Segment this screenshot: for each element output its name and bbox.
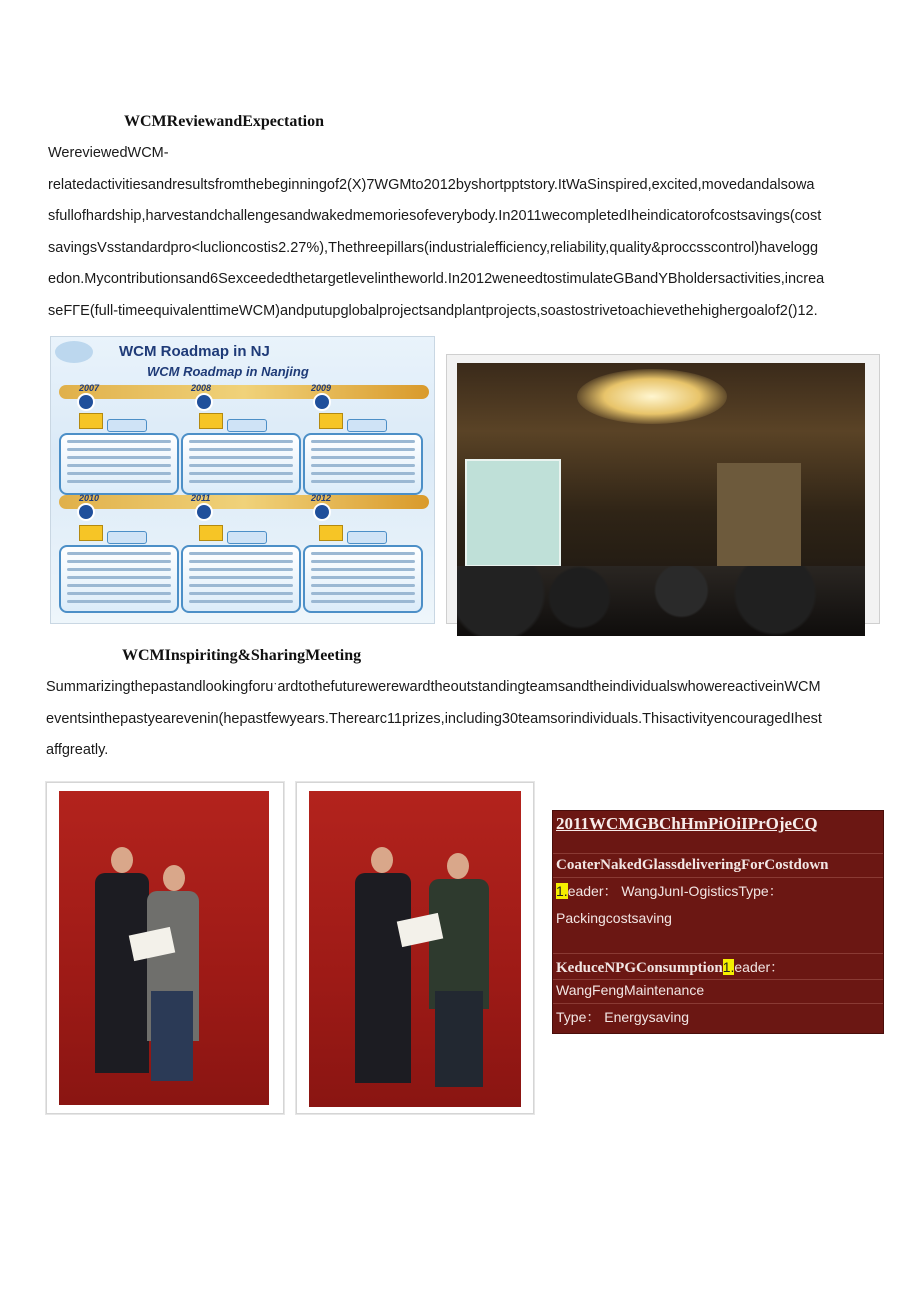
table-divider	[553, 853, 883, 854]
chandelier-icon	[577, 369, 727, 424]
project1-leader-row	[556, 881, 783, 901]
award-photo-image	[309, 791, 521, 1107]
paragraph-line: savingsVsstandardpro<luclioncostis2.27%),Thethreepillars(industrialefficiency,reliability,quality&proccsscontrol)havelogg	[48, 239, 819, 256]
project2-row	[556, 957, 784, 977]
project2-name: KeduceNPGConsumption	[556, 960, 723, 976]
roadmap-year: 2008	[191, 383, 212, 393]
roadmap-project-tag	[319, 413, 343, 429]
roadmap-step-icon	[313, 393, 331, 411]
roadmap-arrow-bottom	[59, 495, 429, 509]
project1-type: Packingcostsaving	[556, 910, 672, 926]
project2-number-highlight: 1.	[722, 959, 735, 975]
roadmap-phase-box	[59, 433, 179, 495]
roadmap-phase-label	[227, 419, 267, 432]
wall-door	[717, 463, 801, 575]
roadmap-project-tag	[79, 525, 103, 541]
paragraph-line: edon.Mycontributionsand6Sexceededthetargetlevelintheworld.In2012weneedtostimulateGBandYBholdersactivities,increa	[48, 271, 825, 287]
project2-type: Type： Energysaving	[556, 1009, 690, 1025]
awards-table	[552, 810, 884, 1034]
roadmap-phase-box	[303, 433, 423, 495]
paragraph-line: sfullofhardship,harvestandchallengesandwakedmemoriesofeverybody.In2011wecompletedIheindicatorofcostsavings(cost	[48, 208, 822, 224]
roadmap-phase-label	[107, 531, 147, 544]
table-divider	[553, 953, 883, 954]
wcm-logo-icon	[55, 341, 93, 363]
meeting-photo	[446, 354, 880, 624]
paragraph-line: affgreatly.	[46, 742, 109, 758]
roadmap-title: WCM Roadmap in NJ	[119, 343, 270, 360]
paragraph-line: WereviewedWCM-	[48, 145, 169, 161]
project1-number-highlight: 1.	[556, 883, 568, 899]
table-divider	[553, 979, 883, 980]
roadmap-project-tag	[199, 525, 223, 541]
roadmap-phase-label	[347, 531, 387, 544]
roadmap-phase-box	[181, 545, 301, 613]
review-paragraph	[48, 138, 878, 327]
roadmap-step-icon	[77, 503, 95, 521]
table-divider	[553, 1003, 883, 1004]
roadmap-year: 2010	[79, 493, 100, 503]
roadmap-year: 2007	[79, 383, 100, 393]
project2-leader: WangFengMaintenance	[556, 982, 705, 998]
roadmap-year: 2012	[311, 493, 332, 503]
roadmap-project-tag	[319, 525, 343, 541]
roadmap-year: 2011	[191, 493, 211, 503]
roadmap-phase-box	[303, 545, 423, 613]
section-heading-review: WCMReviewandExpectation	[124, 113, 324, 130]
roadmap-phase-box	[59, 545, 179, 613]
meeting-photo-image	[457, 363, 865, 636]
project1-leader: eader： WangJunI-OgisticsType：	[567, 883, 783, 899]
roadmap-step-icon	[313, 503, 331, 521]
table-divider	[553, 877, 883, 878]
roadmap-phase-box	[181, 433, 301, 495]
roadmap-project-tag	[79, 413, 103, 429]
paragraph-line: relatedactivitiesandresultsfromthebeginningof2(X)7WGMto2012byshortpptstory.ItWaSinspired,excited,movedandalsowa	[48, 176, 815, 193]
roadmap-project-tag	[199, 413, 223, 429]
awards-table-title: 2011WCMGBChHmPiOiIPrOjeCQ	[556, 814, 818, 833]
paragraph-line: SummarizingthepastandlookingforuˑardtothefuturewerewardtheoutstandingteamsandtheindividualswhowereactiveinWCM	[46, 679, 821, 695]
roadmap-subtitle: WCM Roadmap in Nanjing	[147, 364, 309, 379]
meeting-paragraph	[46, 672, 876, 767]
audience-silhouettes	[457, 566, 865, 636]
project2-leader-label: eader：	[734, 959, 785, 975]
roadmap-step-icon	[195, 393, 213, 411]
award-photo-2	[296, 782, 534, 1114]
wcm-roadmap-image	[50, 336, 435, 624]
roadmap-step-icon	[195, 503, 213, 521]
award-photo-image	[59, 791, 269, 1105]
roadmap-phase-label	[107, 419, 147, 432]
paragraph-line: eventsinthepastyearevenin(hepastfewyears.Therearc11prizes,including30teamsorindividuals.ThisactivityencouragedIhest	[46, 710, 822, 727]
roadmap-phase-label	[347, 419, 387, 432]
project1-name: CoaterNakedGlassdeliveringForCostdown	[556, 857, 829, 873]
roadmap-step-icon	[77, 393, 95, 411]
projection-screen	[465, 459, 561, 567]
roadmap-phase-label	[227, 531, 267, 544]
award-photo-1	[46, 782, 284, 1114]
roadmap-year: 2009	[311, 383, 332, 393]
roadmap-arrow-top	[59, 385, 429, 399]
section-heading-meeting: WCMInspiriting&SharingMeeting	[122, 647, 362, 664]
paragraph-line: seFΓE(full-timeequivalenttimeWCM)andputupglobalprojectsandplantprojects,soastostrivetoachievethehighergoalof2()12.	[48, 302, 818, 319]
